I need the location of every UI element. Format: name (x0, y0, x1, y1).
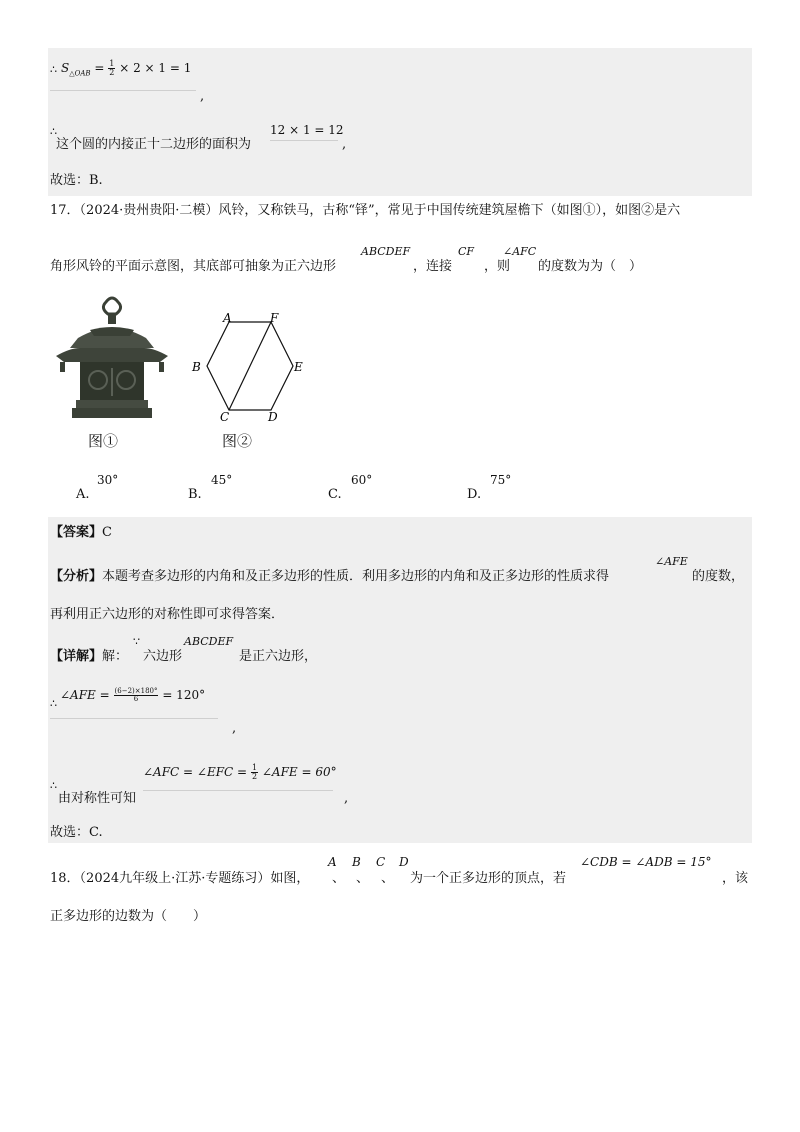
analysis-tag: 【分析】 (50, 569, 103, 584)
q18-separator: 、 (356, 871, 370, 886)
vertex-label-F: F (270, 311, 279, 325)
vertex-label-B: B (192, 360, 201, 374)
q18-point-C: C (376, 855, 386, 869)
q17-stem-line2a: 角形风铃的平面示意图，其底部可抽象为正六边形 (50, 259, 337, 274)
afe-fraction: $\frac{(6-2)\times 180^\circ}{6}$ (114, 687, 158, 703)
lantern-photo-figure (50, 296, 174, 424)
detail-text-a: 解： (102, 649, 129, 664)
q17-segment-name: CF (458, 245, 475, 258)
symmetry-fraction: $\frac{1}{2}$ (251, 763, 258, 781)
q18-point-D: D (399, 855, 409, 869)
q18-separator: 、 (381, 871, 395, 886)
detail-hexagon-name: ABCDEF (184, 635, 234, 648)
solution-block-17 (48, 517, 752, 843)
q18-angle-condition: ∠CDB = ∠ADB = 15° (580, 855, 712, 869)
option-a-label: A. (76, 487, 90, 502)
symmetry-formula (143, 764, 337, 781)
vertex-label-D: D (268, 410, 278, 422)
therefore-symbol: ∴ (50, 697, 57, 710)
therefore-symbol: ∴ (50, 125, 57, 138)
comma: , (200, 89, 205, 104)
comma: , (342, 137, 347, 152)
detail-line (50, 650, 128, 663)
area-formula-lhs: S (61, 61, 70, 75)
area-fraction: $\frac{1}{2}$ (109, 59, 115, 77)
analysis-angle: ∠AFE (655, 555, 688, 568)
option-c-value: 60° (351, 473, 373, 487)
q18-stem-line2: 正多边形的边数为（ ） (50, 909, 207, 924)
afe-rhs: = 120° (162, 688, 206, 702)
afe-lhs: ∠AFE = (60, 688, 110, 702)
option-c-label: C. (328, 487, 342, 502)
q18-point-B: B (352, 855, 361, 869)
segment-CF (229, 322, 271, 410)
analysis-line1 (50, 570, 609, 583)
answer-line (50, 526, 112, 539)
option-b-value: 45° (211, 473, 233, 487)
answer-tag: 【答案】 (50, 525, 103, 540)
choose-answer-17: 故选：C. (50, 825, 103, 840)
vertex-label-E: E (294, 360, 303, 374)
figure-caption-2: 图② (222, 432, 253, 450)
q17-hexagon-name: ABCDEF (361, 245, 411, 258)
afe-formula (60, 688, 205, 703)
q18-stem-line1b: 为一个正多边形的顶点，若 (410, 871, 567, 886)
figure-caption-1: 图① (88, 432, 119, 450)
choose-answer-16: 故选：B. (50, 173, 103, 188)
detail-text-b: 六边形 (143, 649, 183, 664)
detail-tag: 【详解】 (50, 649, 103, 664)
dodecagon-area-text: 这个圆的内接正十二边形的面积为 (56, 137, 252, 152)
q18-stem-line1c: ，该 (722, 871, 749, 886)
option-d-value: 75° (490, 473, 512, 487)
comma: , (344, 791, 349, 806)
option-a-value: 30° (97, 473, 119, 487)
symmetry-formula-b: ∠AFE = 60° (261, 765, 337, 779)
q18-point-A: A (328, 855, 337, 869)
q17-angle-name: ∠AFC (503, 245, 537, 258)
vertex-label-C: C (220, 410, 230, 422)
area-formula: $S_{\triangle OAB}$ = $\frac{1}{2}$ × 2 × 1 = 1 (61, 59, 192, 78)
detail-text-c: 是正六边形， (239, 649, 318, 664)
comma: , (232, 721, 237, 736)
answer-value: C (102, 525, 112, 540)
analysis-line2: 再利用正六边形的对称性即可求得答案． (50, 607, 285, 622)
q18-stem-line1a: 18．（2024九年级上·江苏·专题练习）如图， (50, 871, 310, 886)
vertex-label-A: A (223, 311, 232, 325)
analysis-text-b: 的度数， (692, 569, 745, 584)
symmetry-text: 由对称性可知 (58, 791, 137, 806)
because-symbol: ∵ (133, 635, 140, 648)
area-formula-sub: △OAB (69, 69, 91, 78)
analysis-text-a: 本题考查多边形的内角和及正多边形的性质．利用多边形的内角和及正多边形的性质求得 (102, 569, 610, 584)
therefore-symbol: ∴ (50, 63, 57, 76)
area-formula-rhs: × 2 × 1 = 1 (119, 61, 192, 75)
dodecagon-area-formula: 12 × 1 = 12 (270, 123, 344, 137)
symmetry-formula-a: ∠AFC = ∠EFC = (143, 765, 248, 779)
q17-stem-line1: 17．（2024·贵州贵阳·二模）风铃，又称铁马，古称“铎”，常见于中国传统建筑屋檐下（如图①），如图②是六 (50, 203, 681, 218)
q18-separator: 、 (332, 871, 346, 886)
therefore-symbol: ∴ (50, 779, 57, 792)
hexagon-diagram (188, 310, 308, 422)
q17-stem-line2c: ，则 (484, 259, 511, 274)
option-b-label: B. (188, 487, 202, 502)
q17-stem-line2d: 的度数为为（ ） (538, 259, 643, 274)
option-d-label: D. (467, 487, 482, 502)
q17-stem-line2b: ，连接 (413, 259, 453, 274)
